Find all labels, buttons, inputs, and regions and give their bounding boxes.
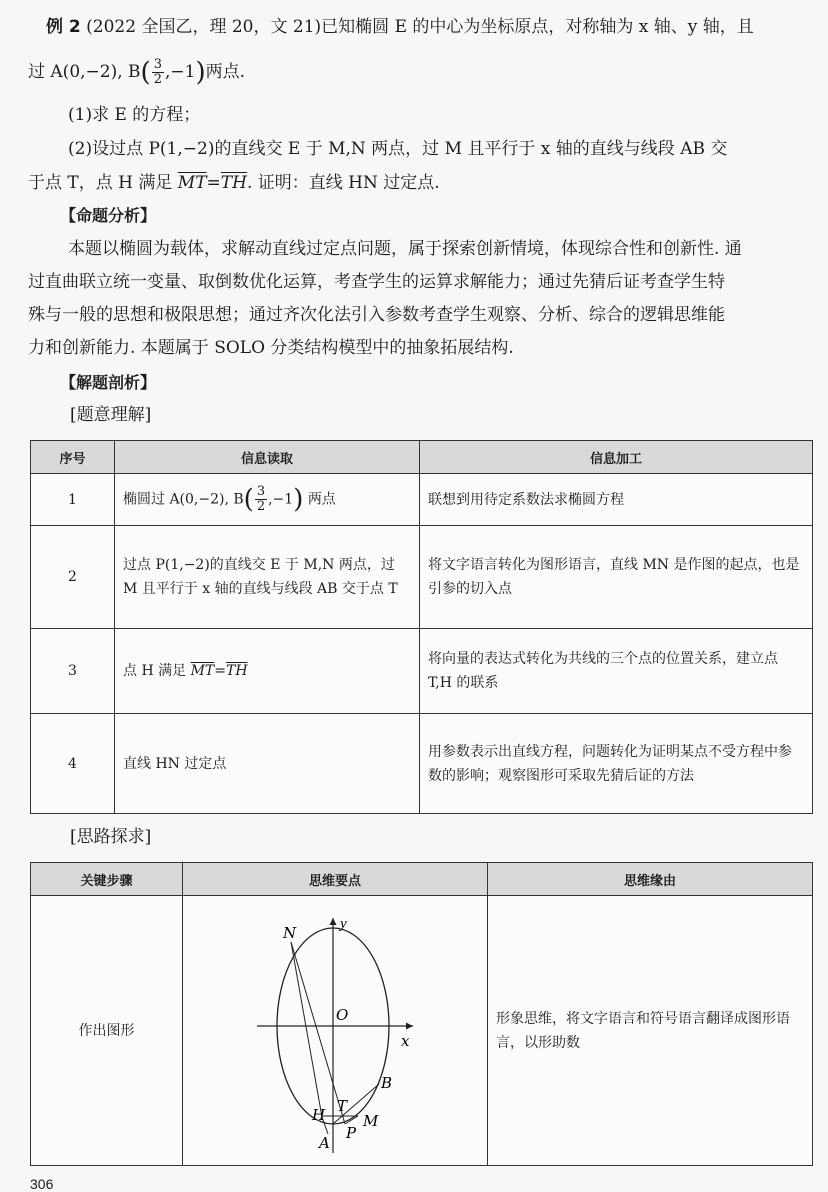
- thinking-table: [30, 862, 813, 1166]
- analysis-line-2: 过直曲联立统一变量、取倒数优化运算，考查学生的运算求解能力；通过先猜后证考查学生特: [28, 272, 725, 292]
- analysis-line-4: 力和创新能力. 本题属于 SOLO 分类结构模型中的抽象拓展结构.: [28, 338, 514, 358]
- row-read: 直线 HN 过定点: [115, 714, 420, 814]
- table-row: [31, 714, 813, 814]
- row-read: 椭圆过 A(0,−2), B( $\frac{3}{2}$ ,−1) 两点: [115, 474, 420, 526]
- label-h: H: [312, 1105, 326, 1124]
- vector-mt: $\overline{MT}$: [177, 173, 207, 193]
- row-read: 点 H 满足 $\overline{MT}=\overline{TH}$: [115, 629, 420, 714]
- label-m: M: [363, 1111, 379, 1130]
- analysis-line-3: 殊与一般的思想和极限思想；通过齐次化法引入参数考查学生观察、分析、综合的逻辑思维能: [28, 305, 725, 325]
- header-index: 序号: [31, 441, 115, 474]
- row-index: 1: [31, 474, 115, 526]
- header-thinking-reason: 思维缘由: [488, 863, 813, 896]
- label-y: y: [340, 915, 347, 932]
- analysis-heading: 【命题分析】: [60, 206, 157, 225]
- q2-suffix: . 证明：直线 HN 过定点.: [246, 173, 440, 193]
- header-info-read: 信息读取: [115, 441, 420, 474]
- problem-text-2-suffix: ,−1: [164, 62, 196, 82]
- label-a: A: [319, 1133, 330, 1152]
- equals-sign: =: [206, 173, 221, 193]
- row-process: 用参数表示出直线方程，问题转化为证明某点不受方程中参数的影响；观察图形可采取先猜后证的方法: [420, 714, 813, 814]
- understanding-heading: [题意理解]: [70, 405, 152, 425]
- problem-source: (2022 全国乙，理 20，文 21): [86, 17, 322, 37]
- info-table: [30, 440, 813, 814]
- figure-cell: [183, 896, 488, 1166]
- question-1: (1)求 E 的方程；: [68, 105, 201, 125]
- question-2-line-1: (2)设过点 P(1,−2)的直线交 E 于 M,N 两点，过 M 且平行于 x 轴的直线与线段 AB 交: [68, 139, 728, 159]
- row-process: 联想到用待定系数法求椭圆方程: [420, 474, 813, 526]
- analysis-line-1: 本题以椭圆为载体，求解动直线过定点问题，属于探索创新情境，体现综合性和创新性. 通: [68, 239, 742, 259]
- table-row: [31, 896, 813, 1166]
- thinking-table-header: [31, 863, 813, 896]
- reason-cell: 形象思维，将文字语言和符号语言翻译成图形语言，以形助数: [488, 896, 813, 1166]
- label-p: P: [346, 1123, 357, 1142]
- label-n: N: [283, 923, 297, 942]
- q2-prefix: 于点 T，点 H 满足: [28, 173, 173, 193]
- table-row: [31, 474, 813, 526]
- label-t: T: [337, 1096, 348, 1115]
- question-2-line-2: [28, 172, 440, 194]
- label-o: O: [336, 1005, 349, 1024]
- step-cell: 作出图形: [31, 896, 183, 1166]
- header-key-step: 关键步骤: [31, 863, 183, 896]
- problem-line-2: 过 A(0,−2), B( $\frac{3}{2}$ ,−1)两点.: [28, 57, 245, 88]
- problem-text-1: 已知椭圆 E 的中心为坐标原点，对称轴为 x 轴、y 轴，且: [321, 17, 754, 37]
- row-index: 2: [31, 526, 115, 629]
- problem-text-2-end: 两点.: [205, 62, 245, 82]
- info-table-header: [31, 441, 813, 474]
- problem-label: 例 2: [46, 17, 81, 37]
- problem-text-2-prefix: 过 A(0,−2), B: [28, 62, 141, 82]
- page-number: 306: [30, 1176, 54, 1192]
- table-row: [31, 526, 813, 629]
- problem-line-1: [46, 16, 754, 38]
- row-index: 4: [31, 714, 115, 814]
- ellipse-figure: [183, 898, 486, 1164]
- label-b: B: [381, 1073, 393, 1092]
- row-process: 将向量的表达式转化为共线的三个点的位置关系，建立点 T,H 的联系: [420, 629, 813, 714]
- line-mp: [345, 1116, 358, 1124]
- header-thinking-point: 思维要点: [183, 863, 488, 896]
- label-x: x: [401, 1031, 410, 1050]
- table-row: [31, 629, 813, 714]
- vector-th: $\overline{TH}$: [220, 173, 247, 193]
- header-info-process: 信息加工: [420, 441, 813, 474]
- row-read: 过点 P(1,−2)的直线交 E 于 M,N 两点，过 M 且平行于 x 轴的直线与线段 AB 交于点 T: [115, 526, 420, 629]
- fraction-3-2: $\frac{3}{2}$: [153, 57, 162, 87]
- row-process: 将文字语言转化为图形语言，直线 MN 是作图的起点，也是引参的切入点: [420, 526, 813, 629]
- row-index: 3: [31, 629, 115, 714]
- solution-heading: 【解题剖析】: [60, 373, 157, 392]
- exploration-heading: [思路探求]: [70, 827, 152, 847]
